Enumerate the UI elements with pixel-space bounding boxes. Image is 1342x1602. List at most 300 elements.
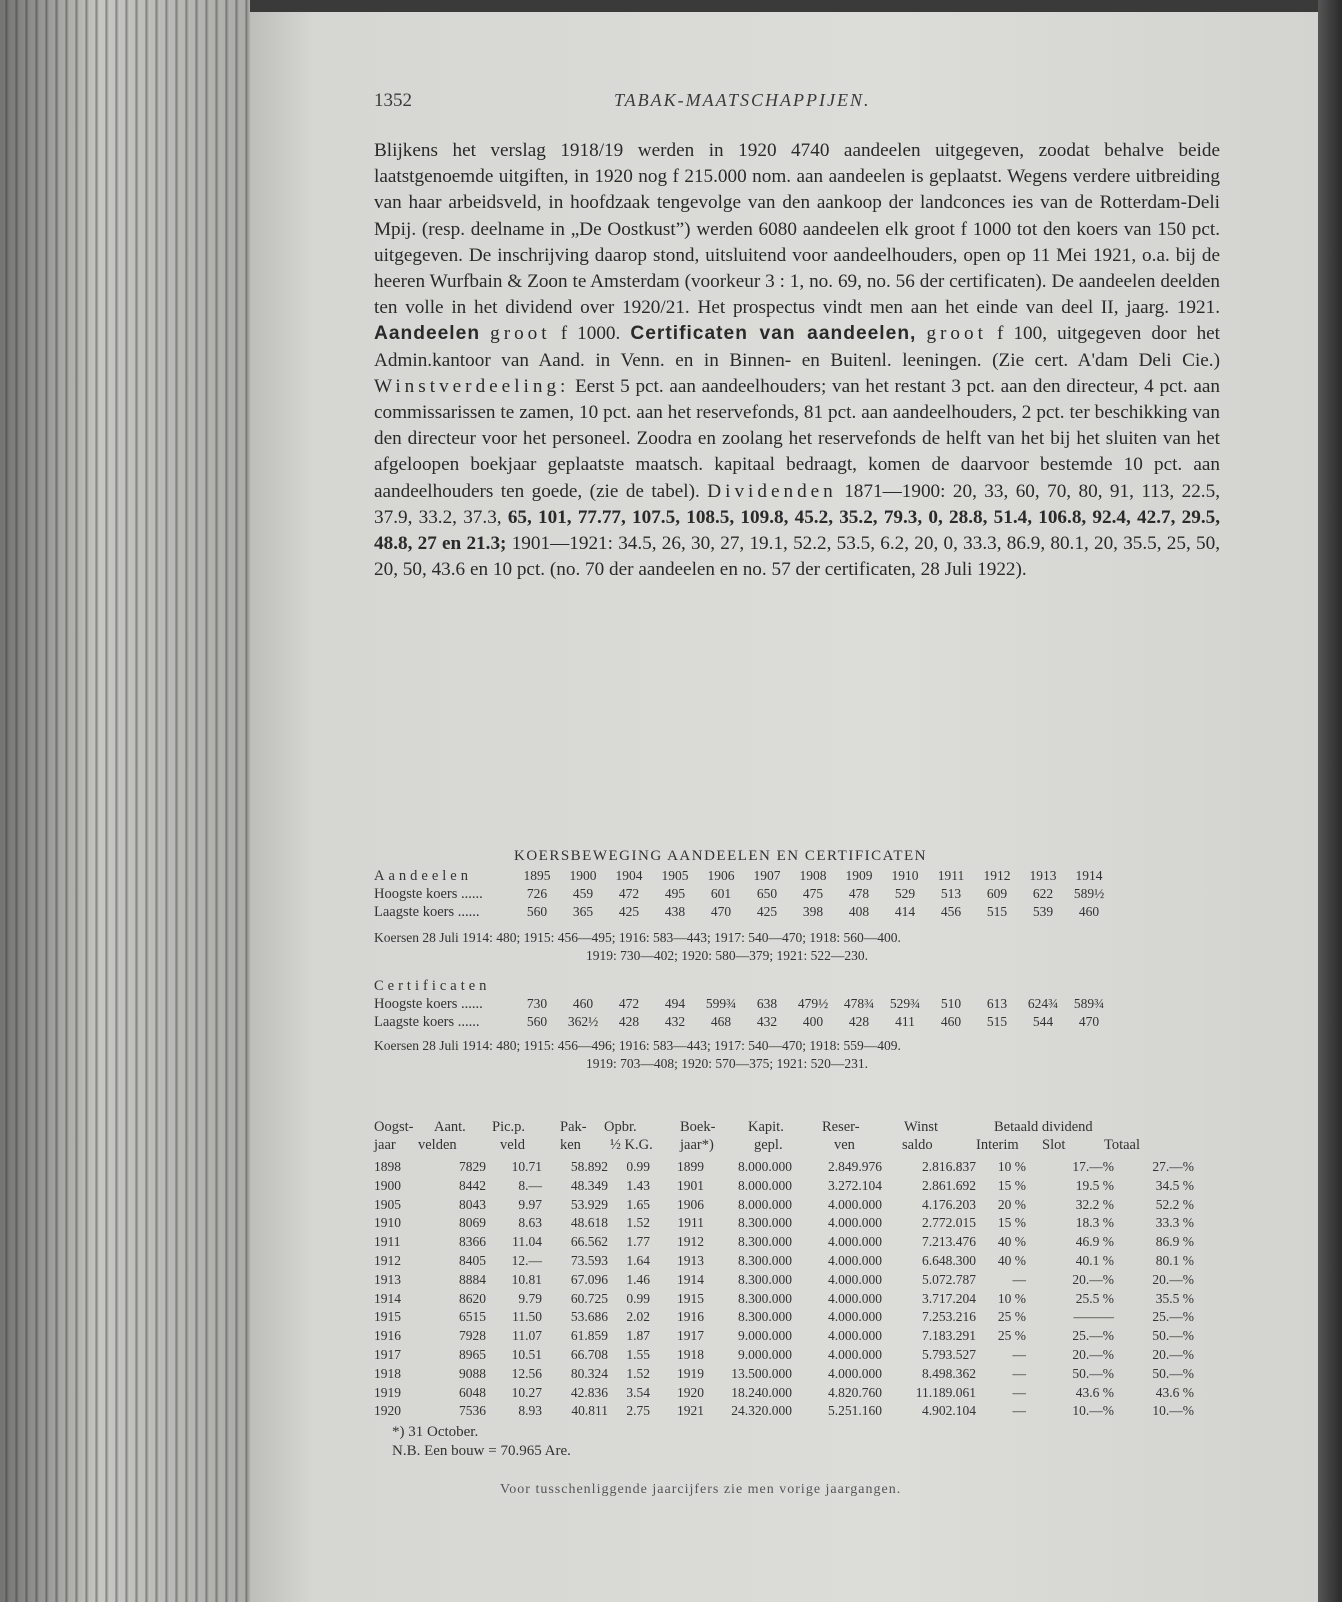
table-cell: 61.859 (570, 1328, 608, 1344)
table-cell: 33.3 % (1155, 1215, 1194, 1231)
koers-value-cell: 622 (1032, 886, 1054, 901)
table-row (374, 1309, 1224, 1327)
table-cell: 10.—% (1152, 1403, 1194, 1419)
koers-value-cell: 510 (940, 996, 962, 1011)
table-cell: 8.300.000 (738, 1234, 792, 1250)
table-cell: 13.500.000 (731, 1365, 792, 1381)
table-header-top (374, 1119, 1224, 1137)
koers-value-cell: 432 (756, 1014, 778, 1029)
table-row (374, 1291, 1224, 1309)
koers-value-cell: 432 (664, 1014, 686, 1029)
table-cell: 1915 (374, 1309, 401, 1325)
table-cell: 50.—% (1072, 1365, 1114, 1381)
koers-year-cell: 1906 (707, 868, 735, 883)
table-cell: ——— (1073, 1309, 1114, 1325)
groot-word: groot (490, 323, 551, 345)
table-cell: 53.686 (570, 1309, 608, 1325)
table-cell: 7.253.216 (922, 1309, 976, 1325)
koers-value-cell: 425 (618, 904, 640, 919)
table-cell: 6515 (459, 1309, 486, 1325)
koers-value-cell: 411 (895, 1014, 915, 1029)
table-cell: 4.000.000 (828, 1234, 882, 1250)
hoogste-koers-label: Hoogste koers ...... (374, 996, 483, 1012)
table-cell: 7.183.291 (922, 1328, 976, 1344)
table-cell: 8965 (459, 1347, 486, 1362)
table-cell: 1914 (677, 1271, 704, 1287)
table-cell: 8.— (518, 1177, 542, 1193)
table-cell: 5.072.787 (922, 1271, 976, 1287)
table-cell: 1.55 (626, 1347, 650, 1362)
koers-value-cell: 460 (1078, 904, 1100, 919)
table-cell: 5.251.160 (828, 1403, 882, 1419)
column-subheader: Slot (1042, 1137, 1066, 1153)
koers-value-cell: 638 (756, 996, 778, 1011)
column-subheader: ken (560, 1137, 581, 1153)
certificaten-koersen-note: Koersen 28 Juli 1914: 480; 1915: 456—496; 1916: 583—443; 1917: 540—470; 1918: 559—409. (374, 1038, 901, 1053)
table-cell: 9.000.000 (738, 1328, 792, 1344)
table-cell: 86.9 % (1155, 1234, 1194, 1250)
laagste-koers-label: Laagste koers ...... (374, 904, 480, 920)
table-cell: 4.000.000 (828, 1347, 882, 1362)
dividenden-text-c: 1901—1921: 34.5, 26, 30, 27, 19.1, 52.2, 53.5, 6.2, 20, 0, 33.3, 86.9, 80.1, 20, 35.5, 25, 50, 20, 50, 43.6 en 10 pct. (no. 70 der aandeelen en no. 57 der certificaten, 28 Juli 1922). (374, 533, 1221, 581)
dividenden-text-a: 1871—1900: 20, 33, 60, 70, 80, 91, 113, 22.5, 37.9, 33.2, 37.3, (374, 480, 1220, 528)
table-cell: 25.—% (1152, 1309, 1194, 1325)
book-page (250, 12, 1318, 1602)
table-cell: 0.99 (626, 1290, 650, 1306)
koers-value-cell: 539 (1032, 904, 1054, 919)
koers-value-cell: 428 (848, 1014, 870, 1029)
koersbeweging-title: KOERSBEWEGING AANDEELEN EN CERTIFICATEN (514, 848, 927, 864)
table-cell: 35.5 % (1155, 1290, 1194, 1306)
table-row (374, 1347, 1224, 1365)
column-header: Reser- (822, 1119, 860, 1135)
koers-value-cell: 438 (664, 904, 686, 919)
column-subheader: gepl. (754, 1137, 783, 1153)
koers-certificaten-label-row (374, 978, 1224, 996)
koers-certificaten-label: Certificaten (374, 978, 491, 994)
table-row (374, 1328, 1224, 1346)
table-cell: 8.300.000 (738, 1271, 792, 1287)
table-row (374, 1197, 1224, 1215)
table-cell: 1920 (677, 1384, 704, 1400)
table-cell: 11.50 (512, 1309, 542, 1325)
table-cell: 1919 (677, 1365, 704, 1381)
koers-value-cell: 560 (526, 904, 548, 919)
koers-value-cell: 478 (848, 886, 870, 901)
winstverdeeling-label: Winstverdeeling: (374, 375, 570, 397)
table-cell: 15 % (997, 1215, 1026, 1231)
table-cell: 66.708 (570, 1347, 608, 1362)
table-cell: 18.240.000 (731, 1384, 792, 1400)
table-cell: 50.—% (1152, 1328, 1194, 1344)
koers-year-cell: 1907 (753, 868, 781, 883)
koers-value-cell: 494 (664, 996, 686, 1011)
table-cell: 1918 (677, 1347, 704, 1362)
koers-aandeelen-hoogste-row (374, 886, 1224, 904)
book-page-edges (0, 0, 250, 1602)
koers-value-cell: 460 (572, 996, 594, 1011)
koers-value-cell: 544 (1032, 1014, 1054, 1029)
table-cell: 40 % (997, 1253, 1026, 1268)
koers-value-cell: 529 (894, 886, 916, 901)
table-row (374, 1385, 1224, 1403)
koers-certificaten-hoogste-row (374, 996, 1224, 1014)
table-cell: 2.816.837 (922, 1159, 976, 1174)
column-subheader: ½ K.G. (610, 1137, 653, 1153)
table-cell: 8069 (459, 1215, 486, 1231)
koers-value-cell: 599¾ (705, 996, 737, 1011)
table-cell: 4.000.000 (828, 1365, 882, 1381)
table-cell: 10 % (997, 1159, 1026, 1174)
koers-value-cell: 468 (710, 1014, 732, 1029)
table-cell: 1.87 (626, 1328, 650, 1344)
koers-value-cell: 472 (618, 886, 640, 901)
koers-value-cell: 470 (710, 904, 732, 919)
koers-year-cell: 1895 (523, 868, 551, 883)
table-cell: 20.—% (1072, 1271, 1114, 1287)
koers-value-cell: 456 (940, 904, 962, 919)
koers-value-cell: 414 (894, 904, 916, 919)
table-cell: 1.65 (626, 1196, 650, 1212)
table-row (374, 1403, 1224, 1421)
table-cell: 17.—% (1072, 1159, 1114, 1174)
table-cell: 1901 (677, 1177, 704, 1193)
table-cell: 67.096 (570, 1271, 608, 1287)
koers-year-cell: 1913 (1029, 868, 1057, 883)
table-cell: 4.000.000 (828, 1328, 882, 1344)
table-cell: 4.000.000 (828, 1196, 882, 1212)
table-cell: 1906 (677, 1196, 704, 1212)
table-cell: 1.43 (626, 1177, 650, 1193)
table-cell: 1913 (374, 1271, 401, 1287)
column-header: Pic.p. (492, 1119, 526, 1135)
koers-value-cell: 589½ (1073, 886, 1105, 901)
table-cell: 9088 (459, 1365, 486, 1381)
book-right-edge (1318, 0, 1342, 1602)
table-cell: 20.—% (1152, 1347, 1194, 1362)
koers-value-cell: 479½ (797, 996, 829, 1011)
koers-value-cell: 609 (986, 886, 1008, 901)
table-cell: 3.54 (626, 1384, 650, 1400)
table-cell: 12.56 (511, 1365, 542, 1381)
table-cell: 1.46 (626, 1271, 650, 1287)
table-footnote-nb: N.B. Een bouw = 70.965 Are. (392, 1443, 571, 1459)
table-cell: 34.5 % (1155, 1177, 1194, 1193)
table-cell: 5.793.527 (922, 1347, 976, 1362)
koers-year-cell: 1914 (1075, 868, 1103, 883)
table-cell: 4.000.000 (828, 1271, 882, 1287)
table-cell: 11.07 (512, 1328, 542, 1344)
certificaten-koersen-note-2: 1919: 703—408; 1920: 570—375; 1921: 520—231. (586, 1056, 869, 1071)
table-cell: 9.79 (518, 1290, 542, 1306)
table-cell: 10.51 (511, 1347, 542, 1362)
table-cell: 1913 (677, 1253, 704, 1268)
table-cell: 8043 (459, 1196, 486, 1212)
table-cell: 1898 (374, 1159, 401, 1174)
table-cell: 42.836 (570, 1384, 608, 1400)
table-cell: 80.324 (570, 1365, 608, 1381)
body-paragraph (374, 138, 1220, 583)
table-cell: 1915 (677, 1290, 704, 1306)
table-cell: 4.902.104 (922, 1403, 976, 1419)
table-cell: 1910 (374, 1215, 401, 1231)
table-cell: 20 % (997, 1196, 1026, 1212)
table-cell: — (1012, 1403, 1026, 1419)
koers-value-cell: 400 (802, 1014, 824, 1029)
page-number: 1352 (374, 90, 412, 111)
table-cell: 2.849.976 (828, 1159, 882, 1174)
koers-value-cell: 362½ (567, 1014, 599, 1029)
koers-value-cell: 613 (986, 996, 1008, 1011)
koers-year-cell: 1904 (615, 868, 643, 883)
table-cell: 9.000.000 (738, 1347, 792, 1362)
koers-year-cell: 1910 (891, 868, 919, 883)
table-cell: 7928 (459, 1328, 486, 1344)
table-cell: 8.300.000 (738, 1253, 792, 1268)
koers-value-cell: 425 (756, 904, 778, 919)
koers-aandeelen-label: Aandeelen (374, 868, 472, 884)
table-cell: 40.1 % (1075, 1253, 1114, 1268)
table-cell: 1.77 (626, 1234, 650, 1250)
table-cell: 0.99 (626, 1159, 650, 1174)
table-cell: — (1012, 1384, 1026, 1400)
table-cell: 43.6 % (1155, 1384, 1194, 1400)
table-cell: 52.2 % (1155, 1196, 1194, 1212)
table-cell: 1918 (374, 1365, 401, 1381)
table-cell: 3.272.104 (828, 1177, 882, 1193)
table-cell: 1920 (374, 1403, 401, 1419)
table-cell: 8442 (459, 1177, 486, 1193)
koers-value-cell: 428 (618, 1014, 640, 1029)
table-cell: 8.300.000 (738, 1309, 792, 1325)
table-cell: 8405 (459, 1253, 486, 1268)
table-cell: 1899 (677, 1159, 704, 1174)
laagste-koers-label: Laagste koers ...... (374, 1014, 480, 1030)
table-footnote: *) 31 October. (392, 1424, 479, 1440)
koers-value-cell: 730 (526, 996, 548, 1011)
table-cell: 2.861.692 (922, 1177, 976, 1193)
table-cell: 1911 (677, 1215, 704, 1231)
koers-value-cell: 624¾ (1027, 996, 1059, 1011)
table-cell: 1916 (677, 1309, 704, 1325)
table-row (374, 1215, 1224, 1233)
table-cell: 8.93 (518, 1403, 542, 1419)
table-cell: 2.75 (626, 1403, 650, 1419)
column-header: Oogst- (374, 1119, 414, 1135)
table-cell: 8.498.362 (922, 1365, 976, 1381)
koers-value-cell: 478¾ (843, 996, 875, 1011)
table-cell: 20.—% (1072, 1347, 1114, 1362)
table-cell: 4.000.000 (828, 1309, 882, 1325)
table-cell: 11.04 (512, 1234, 542, 1250)
table-row (374, 1234, 1224, 1252)
running-title: TABAK-MAATSCHAPPIJEN. (614, 90, 871, 110)
column-subheader: jaar*) (680, 1137, 714, 1153)
table-cell: 40 % (997, 1234, 1026, 1250)
koers-value-cell: 650 (756, 886, 778, 901)
column-header: Winst (904, 1119, 939, 1135)
table-cell: 1921 (677, 1403, 704, 1419)
table-cell: 1.64 (626, 1253, 650, 1268)
page-header (374, 90, 1224, 120)
table-cell: 25 % (997, 1309, 1026, 1325)
table-row (374, 1272, 1224, 1290)
table-cell: 8884 (459, 1271, 486, 1287)
column-subheader: velden (418, 1137, 457, 1153)
table-cell: 3.717.204 (922, 1290, 976, 1306)
koers-value-cell: 475 (802, 886, 824, 901)
koers-aandeelen-year-row (374, 868, 1224, 886)
table-cell: 10.27 (511, 1384, 542, 1400)
koers-value-cell: 529¾ (889, 996, 921, 1011)
table-cell: 10.—% (1072, 1403, 1114, 1419)
koers-value-cell: 408 (848, 904, 870, 919)
aandeelen-koersen-note: Koersen 28 Juli 1914: 480; 1915: 456—495; 1916: 583—443; 1917: 540—470; 1918: 560—400. (374, 930, 901, 945)
table-cell: 7829 (459, 1159, 486, 1174)
table-cell: 60.725 (570, 1290, 608, 1306)
table-cell: 1911 (374, 1234, 401, 1250)
table-cell: 48.349 (570, 1177, 608, 1193)
table-cell: 2.02 (626, 1309, 650, 1325)
table-cell: 1919 (374, 1384, 401, 1400)
table-cell: 7.213.476 (922, 1234, 976, 1250)
column-subheader: jaar (374, 1137, 396, 1153)
table-cell: 8620 (459, 1290, 486, 1306)
table-cell: 8.300.000 (738, 1290, 792, 1306)
table-cell: 8.000.000 (738, 1196, 792, 1212)
koers-value-cell: 560 (526, 1014, 548, 1029)
table-cell: 24.320.000 (731, 1403, 792, 1419)
table-row (374, 1253, 1224, 1271)
table-cell: 1900 (374, 1177, 401, 1193)
table-cell: 8.000.000 (738, 1159, 792, 1174)
table-cell: 9.97 (518, 1196, 542, 1212)
aandeelen-koersen-note-2: 1919: 730—402; 1920: 580—379; 1921: 522—230. (586, 948, 869, 963)
table-header-bottom (374, 1137, 1224, 1155)
bottom-note: Voor tusschenliggende jaarcijfers zie men vorige jaargangen. (500, 1482, 902, 1497)
column-subheader: saldo (902, 1137, 933, 1153)
table-cell: 8.000.000 (738, 1177, 792, 1193)
table-cell: 80.1 % (1155, 1253, 1194, 1268)
table-cell: 1916 (374, 1328, 401, 1344)
table-cell: 46.9 % (1075, 1234, 1114, 1250)
table-cell: 32.2 % (1075, 1196, 1114, 1212)
column-header: Aant. (434, 1119, 466, 1135)
koers-year-cell: 1905 (661, 868, 689, 883)
table-cell: 25.5 % (1075, 1290, 1114, 1306)
koers-value-cell: 726 (526, 886, 548, 901)
table-cell: 4.000.000 (828, 1253, 882, 1268)
column-header: Opbr. (604, 1119, 637, 1135)
koers-year-cell: 1912 (983, 868, 1011, 883)
koers-year-cell: 1911 (937, 868, 965, 883)
table-cell: 58.892 (570, 1159, 608, 1174)
groot-word: groot (926, 323, 987, 345)
table-cell: 15 % (997, 1177, 1026, 1193)
paragraph-intro: Blijkens het verslag 1918/19 werden in 1920 4740 aandeelen uitgegeven, zoodat behalve beide laatstgenoemde uitgiften, in 1920 nog f 215.000 nom. aan aandeelen is geplaatst. Wegens verdere uitbreiding van haar arbeidsveld, in hoofdzaak tengevolge van den aankoop der landconces ies van de Rotterdam-Deli Mpij. (resp. deelname in „De Oostkust”) werden 6080 aandeelen elk groot f 1000 tot den koers van 150 pct. uitgegeven. De inschrijving daarop stond, uitsluitend voor aandeelhouders, open op 11 Mei 1921, o.a. bij de heeren Wurfbain & Zoon te Amsterdam (voorkeur 3 : 1, no. 69, no. 56 der certificaten). De aandeelen deelden ten volle in het dividend over 1920/21. Het prospectus vindt men aan het einde van deel II, jaarg. 1921. (374, 140, 1220, 319)
koers-value-cell: 515 (986, 904, 1008, 919)
koers-value-cell: 398 (802, 904, 824, 919)
table-row (374, 1178, 1224, 1196)
koers-value-cell: 515 (986, 1014, 1008, 1029)
table-cell: 66.562 (570, 1234, 608, 1250)
table-cell: 27.—% (1152, 1159, 1194, 1174)
koers-value-cell: 365 (572, 904, 594, 919)
koers-value-cell: 589¾ (1073, 996, 1105, 1011)
table-cell: 1912 (677, 1234, 704, 1250)
table-cell: — (1012, 1271, 1026, 1287)
table-cell: 10 % (997, 1290, 1026, 1306)
koers-value-cell: 470 (1078, 1014, 1100, 1029)
column-header: Betaald dividend (994, 1119, 1093, 1135)
table-cell: 4.000.000 (828, 1290, 882, 1306)
aandeelen-value: f 1000. (560, 323, 621, 345)
table-row (374, 1159, 1224, 1177)
table-cell: 1914 (374, 1290, 401, 1306)
koers-certificaten-laagste-row (374, 1014, 1224, 1032)
table-cell: 50.—% (1152, 1365, 1194, 1381)
table-cell: 43.6 % (1075, 1384, 1114, 1400)
table-cell: 10.81 (511, 1271, 542, 1287)
koers-value-cell: 459 (572, 886, 594, 901)
koers-year-cell: 1908 (799, 868, 827, 883)
table-cell: 1.52 (626, 1215, 650, 1231)
table-cell: 8366 (459, 1234, 486, 1250)
table-cell: 6.648.300 (922, 1253, 976, 1268)
table-cell: 1905 (374, 1196, 401, 1212)
column-subheader: ven (834, 1137, 855, 1153)
table-cell: 10.71 (511, 1159, 542, 1174)
table-cell: — (1012, 1347, 1026, 1362)
koers-aandeelen-laagste-row (374, 904, 1224, 922)
koers-value-cell: 601 (710, 886, 732, 901)
table-cell: 25 % (997, 1328, 1026, 1344)
table-cell: 19.5 % (1075, 1177, 1114, 1193)
table-cell: 4.820.760 (828, 1384, 882, 1400)
table-cell: 25.—% (1072, 1328, 1114, 1344)
table-cell: 73.593 (570, 1253, 608, 1268)
column-header: Boek- (680, 1119, 716, 1135)
column-subheader: veld (500, 1137, 525, 1153)
table-cell: 6048 (459, 1384, 486, 1400)
body-text (374, 138, 1220, 583)
certificaten-text: f 100, uitgegeven door het Admin.kantoor van Aand. in Venn. en in Binnen- en Buitenl. leeningen. (Zie cert. A'dam Deli Cie.) (374, 323, 1221, 371)
koers-value-cell: 460 (940, 1014, 962, 1029)
column-subheader: Interim (976, 1137, 1019, 1153)
table-cell: 8.300.000 (738, 1215, 792, 1231)
koers-year-cell: 1900 (569, 868, 597, 883)
column-header: Kapit. (748, 1119, 784, 1135)
koers-value-cell: 513 (940, 886, 962, 901)
table-cell: 1917 (677, 1328, 704, 1344)
koers-value-cell: 472 (618, 996, 640, 1011)
table-row (374, 1366, 1224, 1384)
table-cell: 8.63 (518, 1215, 542, 1231)
table-cell: 4.176.203 (922, 1196, 976, 1212)
table-cell: 4.000.000 (828, 1215, 882, 1231)
koers-year-cell: 1909 (845, 868, 873, 883)
table-cell: 12.— (511, 1253, 542, 1268)
table-cell: 1917 (374, 1347, 401, 1362)
table-cell: 18.3 % (1075, 1215, 1114, 1231)
table-cell: 11.189.061 (915, 1384, 976, 1400)
dividenden-label: Dividenden (707, 480, 837, 502)
table-cell: 53.929 (570, 1196, 608, 1212)
koers-value-cell: 495 (664, 886, 686, 901)
table-cell: 1.52 (626, 1365, 650, 1381)
column-subheader: Totaal (1104, 1137, 1141, 1153)
table-cell: 7536 (459, 1403, 486, 1419)
